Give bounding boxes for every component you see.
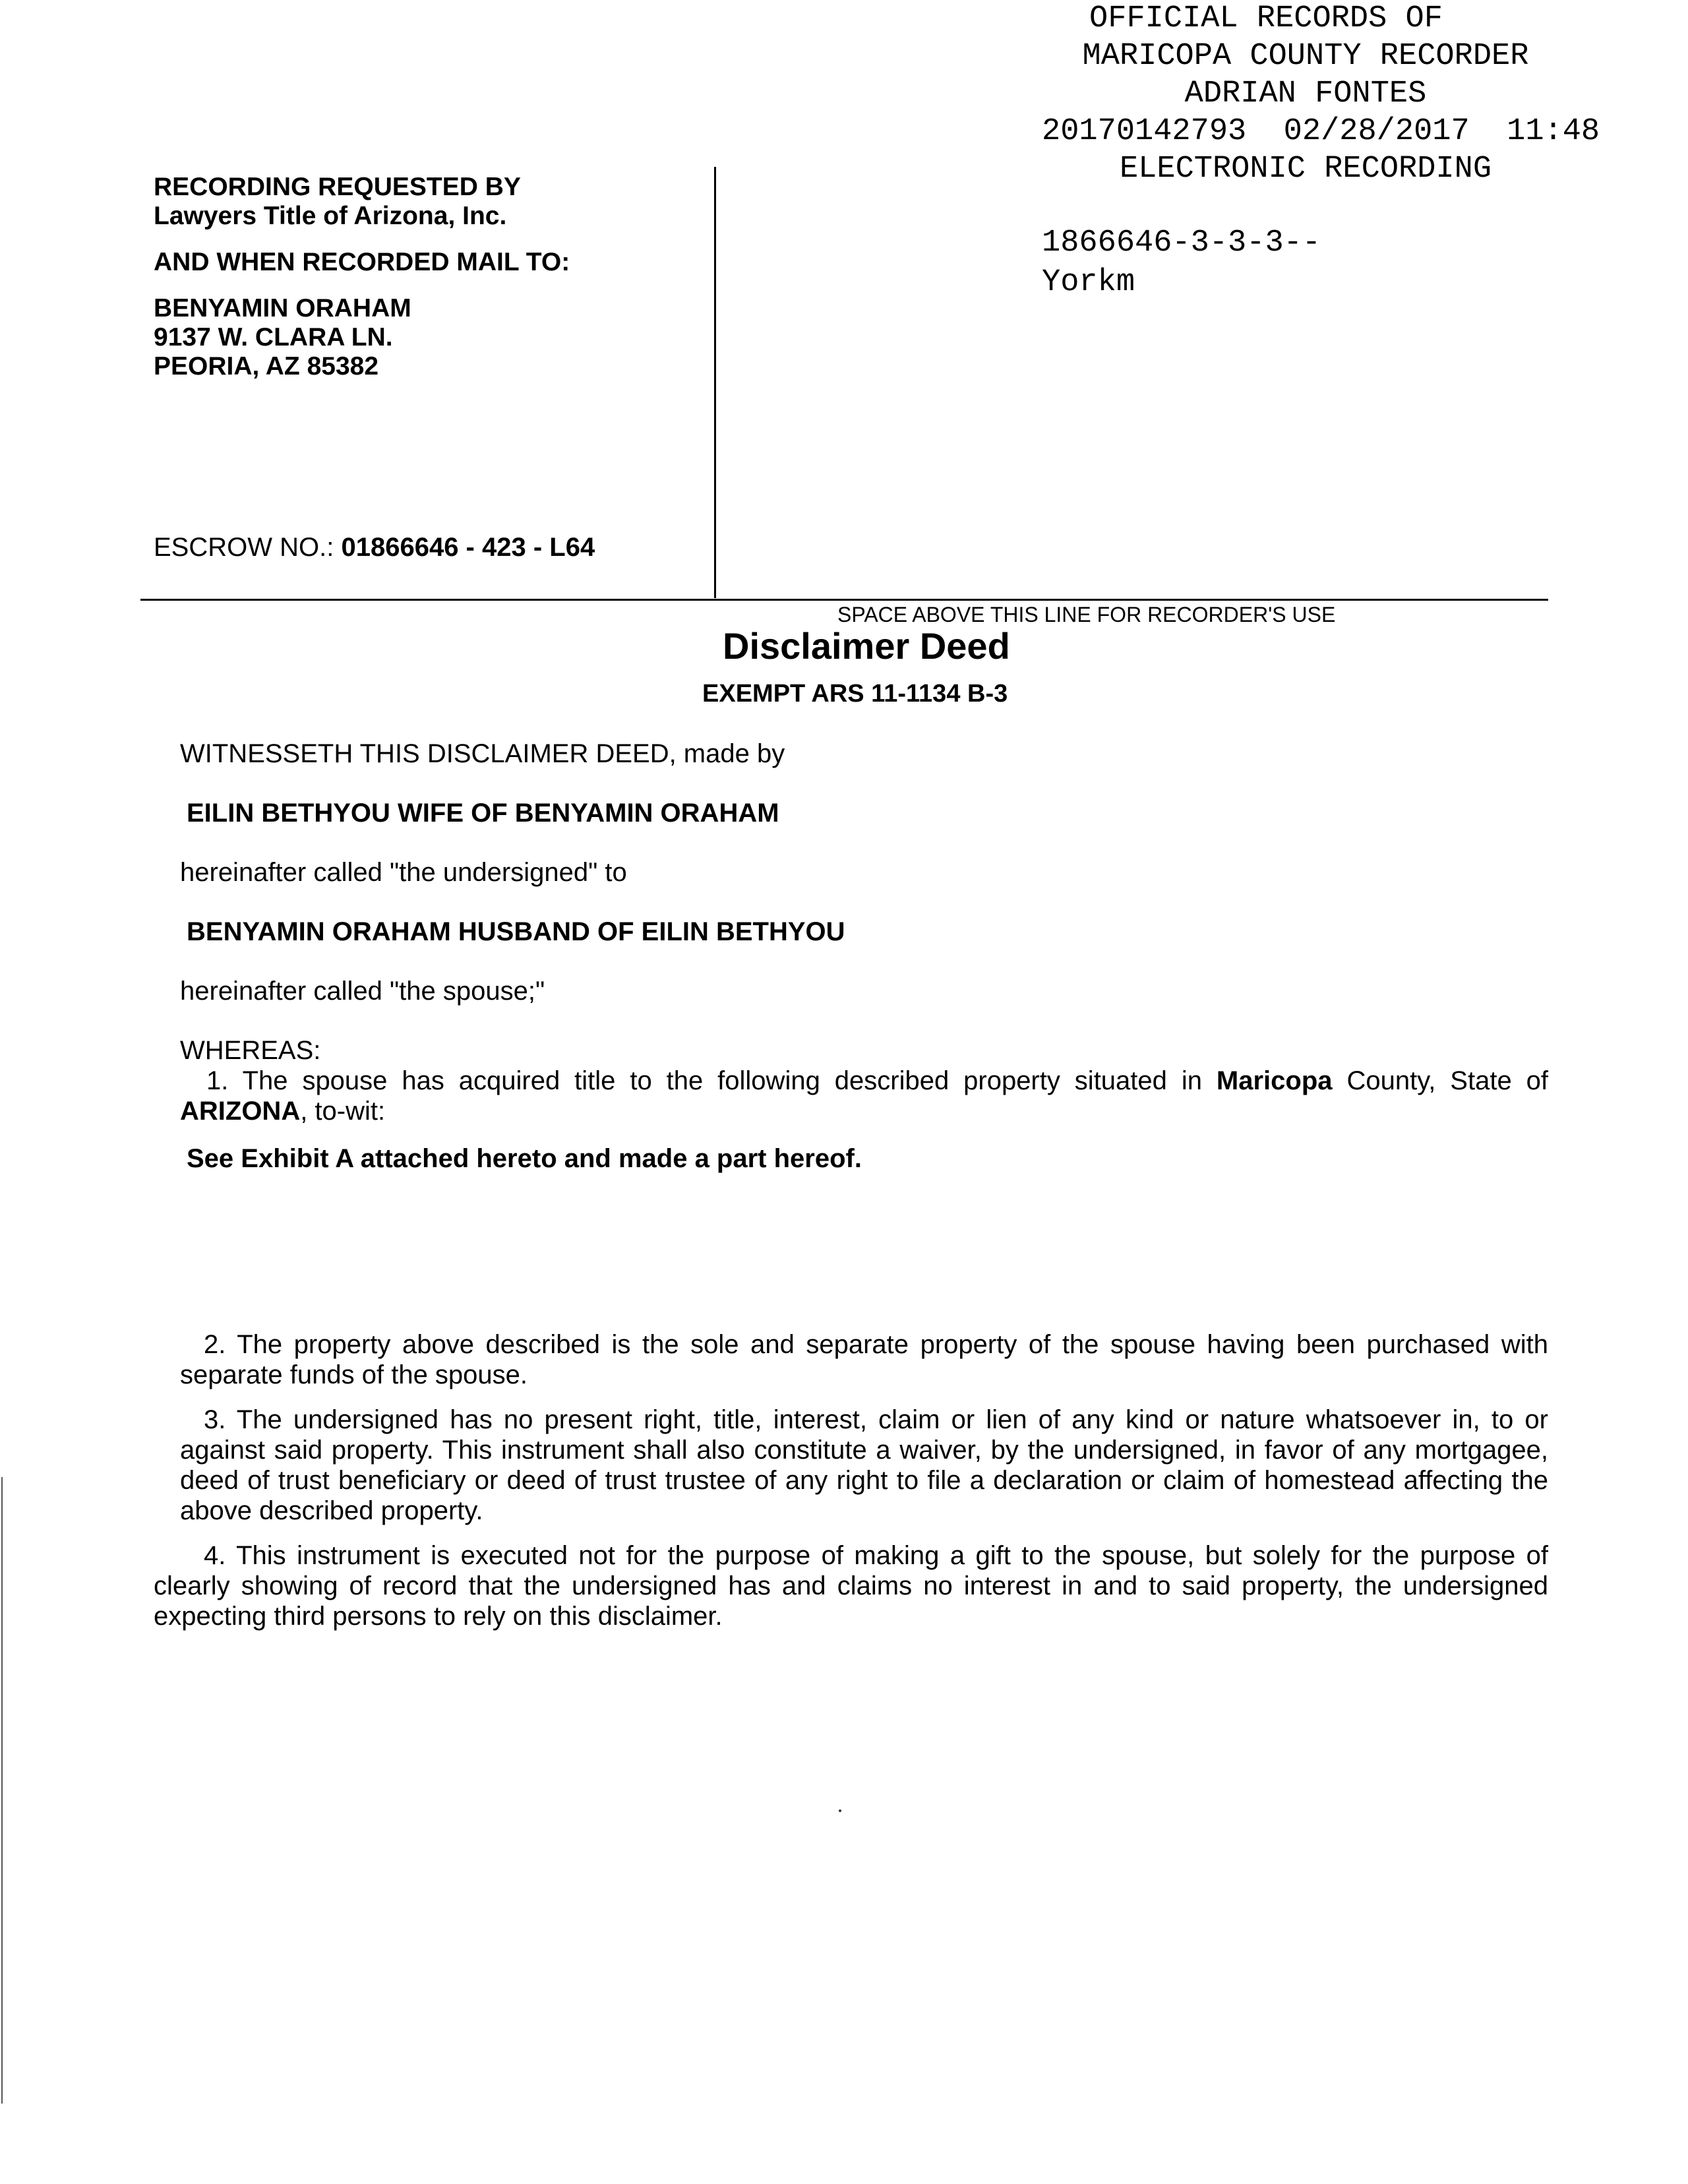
mail-to-label: AND WHEN RECORDED MAIL TO: <box>154 248 570 276</box>
spouse-line: hereinafter called "the spouse;" <box>180 977 545 1006</box>
scan-speck <box>839 1809 841 1812</box>
mail-to-street: 9137 W. CLARA LN. <box>154 323 393 351</box>
scan-edge-line <box>1 1477 3 2104</box>
mail-to-city: PEORIA, AZ 85382 <box>154 352 379 380</box>
requested-by-company: Lawyers Title of Arizona, Inc. <box>154 202 507 230</box>
paragraph-4: 4. This instrument is executed not for the purpose of making a gift to the spouse, but solely for the purpose of clearly showing of record that the undersigned has and claims no interest in and to said property, the undersigned expecting third persons to rely on this disclaimer. <box>154 1541 1548 1631</box>
stamp-ref-user: Yorkm <box>1042 265 1135 300</box>
whereas-label: WHEREAS: <box>180 1036 321 1065</box>
exempt-statute: EXEMPT ARS 11-1134 B-3 <box>702 680 1008 708</box>
paragraph-2: 2. The property above described is the sole and separate property of the spouse having been purchased with separate funds of the spouse. <box>180 1330 1548 1389</box>
stamp-line-county-recorder: MARICOPA COUNTY RECORDER <box>1082 39 1529 74</box>
grantee-name: BENYAMIN ORAHAM HUSBAND OF EILIN BETHYOU <box>187 917 845 946</box>
recording-requested-label: RECORDING REQUESTED BY <box>154 173 521 201</box>
grantor-name: EILIN BETHYOU WIFE OF BENYAMIN ORAHAM <box>187 799 779 828</box>
escrow-line <box>154 533 595 562</box>
paragraph-3: 3. The undersigned has no present right, title, interest, claim or lien of any kind or nature whatsoever in, to or against said property. This instrument shall also constitute a waiver, by the undersigned, in favor of any mortgagee, deed of trust beneficiary or deed of trust trustee of any right to file a declaration or claim of homestead affecting the above described property. <box>180 1405 1548 1525</box>
paragraph-1-text-a: The spouse has acquired title to the following described property situated in <box>242 1066 1202 1095</box>
recorder-use-note: SPACE ABOVE THIS LINE FOR RECORDER'S USE <box>837 603 1336 626</box>
undersigned-line: hereinafter called "the undersigned" to <box>180 858 627 887</box>
escrow-label: ESCROW NO.: <box>154 533 334 562</box>
paragraph-1-text-c: , to-wit: <box>300 1097 386 1126</box>
stamp-ref-number: 1866646-3-3-3-- <box>1042 226 1321 260</box>
stamp-line-official-records: OFFICIAL RECORDS OF <box>1089 1 1443 36</box>
stamp-line-recorder-name: ADRIAN FONTES <box>1184 76 1427 111</box>
stamp-line-record-number-date: 20170142793 02/28/2017 11:48 <box>1042 114 1600 149</box>
paragraph-1-number: 1. <box>206 1066 229 1095</box>
mail-to-name: BENYAMIN ORAHAM <box>154 294 411 322</box>
exhibit-reference: See Exhibit A attached hereto and made a part hereof. <box>187 1144 862 1173</box>
escrow-number: 01866646 - 423 - L64 <box>341 533 595 562</box>
header-divider-vertical <box>714 167 716 598</box>
stamp-line-electronic-recording: ELECTRONIC RECORDING <box>1119 152 1492 187</box>
document-title: Disclaimer Deed <box>723 625 1010 667</box>
paragraph-1-state: ARIZONA <box>180 1097 301 1126</box>
paragraph-1-county: Maricopa <box>1216 1066 1333 1095</box>
recorder-space-line <box>140 599 1548 601</box>
paragraph-1 <box>180 1066 1548 1126</box>
paragraph-1-text-b: County, State of <box>1346 1066 1548 1095</box>
witnesseth-line: WITNESSETH THIS DISCLAIMER DEED, made by <box>180 739 785 768</box>
